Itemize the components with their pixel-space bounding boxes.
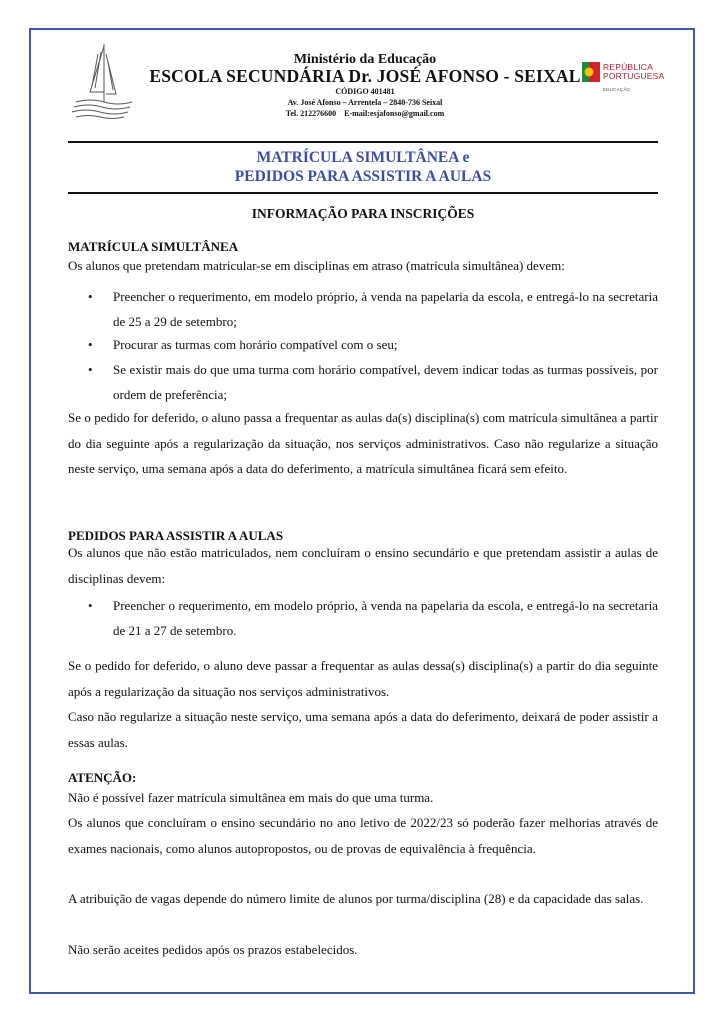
republica-portuguesa-logo [581,61,671,97]
bullet-icon: • [88,362,93,377]
list-item [88,357,658,407]
section3-paragraph3: A atribuição de vagas depende do número limite de alunos por turma/disciplina (28) e da capacidade das salas. [68,891,644,906]
section3-paragraph2: Os alunos que concluíram o ensino secundário no ano letivo de 2022/23 só poderão fazer melhorias através de exames nacionais, como alunos autopropostos, ou de provas de equivalência à frequência. [68,815,658,856]
list-item-text: Procurar as turmas com horário compatível com o seu; [113,337,398,352]
section3-paragraph4: Não serão aceites pedidos após os prazos estabelecidos. [68,942,358,957]
section1-paragraph: Se o pedido for deferido, o aluno passa a frequentar as aulas da(s) disciplina(s) com matrícula simultânea a partir do dia seguinte após a regularização da situação, nos serviços administrativos. Caso não regularize a situação neste serviço, uma semana após a data do deferimento, a matrícula simultânea ficará sem efeito. [68,410,658,477]
section3-paragraph1: Não é possível fazer matrícula simultânea em mais do que uma turma. [68,790,434,805]
logo-text-line1: REPÚBLICA [603,62,653,72]
list-item-text: Se existir mais do que uma turma com horário compatível, devem indicar todas as turmas possíveis, por ordem de preferência; [113,362,658,402]
logo-subtext: EDUCAÇÃO [603,87,631,92]
section-heading-pedidos: PEDIDOS PARA ASSISTIR A AULAS [68,528,284,543]
list-item [88,284,658,334]
list-item-text: Preencher o requerimento, em modelo próprio, à venda na papelaria da escola, e entregá-lo na secretaria de 21 a 27 de setembro. [113,598,658,638]
school-contact: Tel. 212276600 E-mail:esjafonso@gmail.com [285,109,445,118]
section2-intro: Os alunos que não estão matriculados, nem concluíram o ensino secundário e que pretendam assistir a aulas de disciplinas devem: [68,545,658,586]
section-heading-atencao: ATENÇÃO: [68,770,137,785]
document-title-line2: PEDIDOS PARA ASSISTIR A AULAS [234,168,492,185]
school-address: Av. José Afonso – Arrentela – 2840-736 Seixal [287,98,443,107]
section-heading-matricula: MATRÍCULA SIMULTÂNEA [68,239,239,254]
school-logo [70,40,134,120]
title-rule-bottom [68,192,658,194]
bullet-icon: • [88,289,93,304]
ministry-name: Ministério da Educação [293,52,437,67]
section2-paragraph2: Caso não regularize a situação neste serviço, uma semana após a data do deferimento, deixará de poder assistir a essas aulas. [68,709,658,750]
section2-paragraph1: Se o pedido for deferido, o aluno deve passar a frequentar as aulas dessa(s) disciplina(s) a partir do dia seguinte após a regularização da situação nos serviços administrativos. [68,658,658,699]
bullet-icon: • [88,337,93,352]
bullet-icon: • [88,598,93,613]
list-item [88,332,658,357]
list-item-text: Preencher o requerimento, em modelo próprio, à venda na papelaria da escola, e entregá-lo na secretaria de 25 a 29 de setembro; [113,289,658,329]
document-subtitle: INFORMAÇÃO PARA INSCRIÇÕES [251,206,475,221]
list-item [88,593,658,643]
school-code: CÓDIGO 401481 [335,87,395,96]
school-name: ESCOLA SECUNDÁRIA Dr. JOSÉ AFONSO - SEIXAL [149,66,581,86]
section1-intro: Os alunos que pretendam matricular-se em disciplinas em atraso (matrícula simultânea) devem: [68,258,565,273]
title-rule-top [68,141,658,143]
document-title-line1: MATRÍCULA SIMULTÂNEA e [256,149,470,166]
logo-text-line2: PORTUGUESA [603,71,665,81]
